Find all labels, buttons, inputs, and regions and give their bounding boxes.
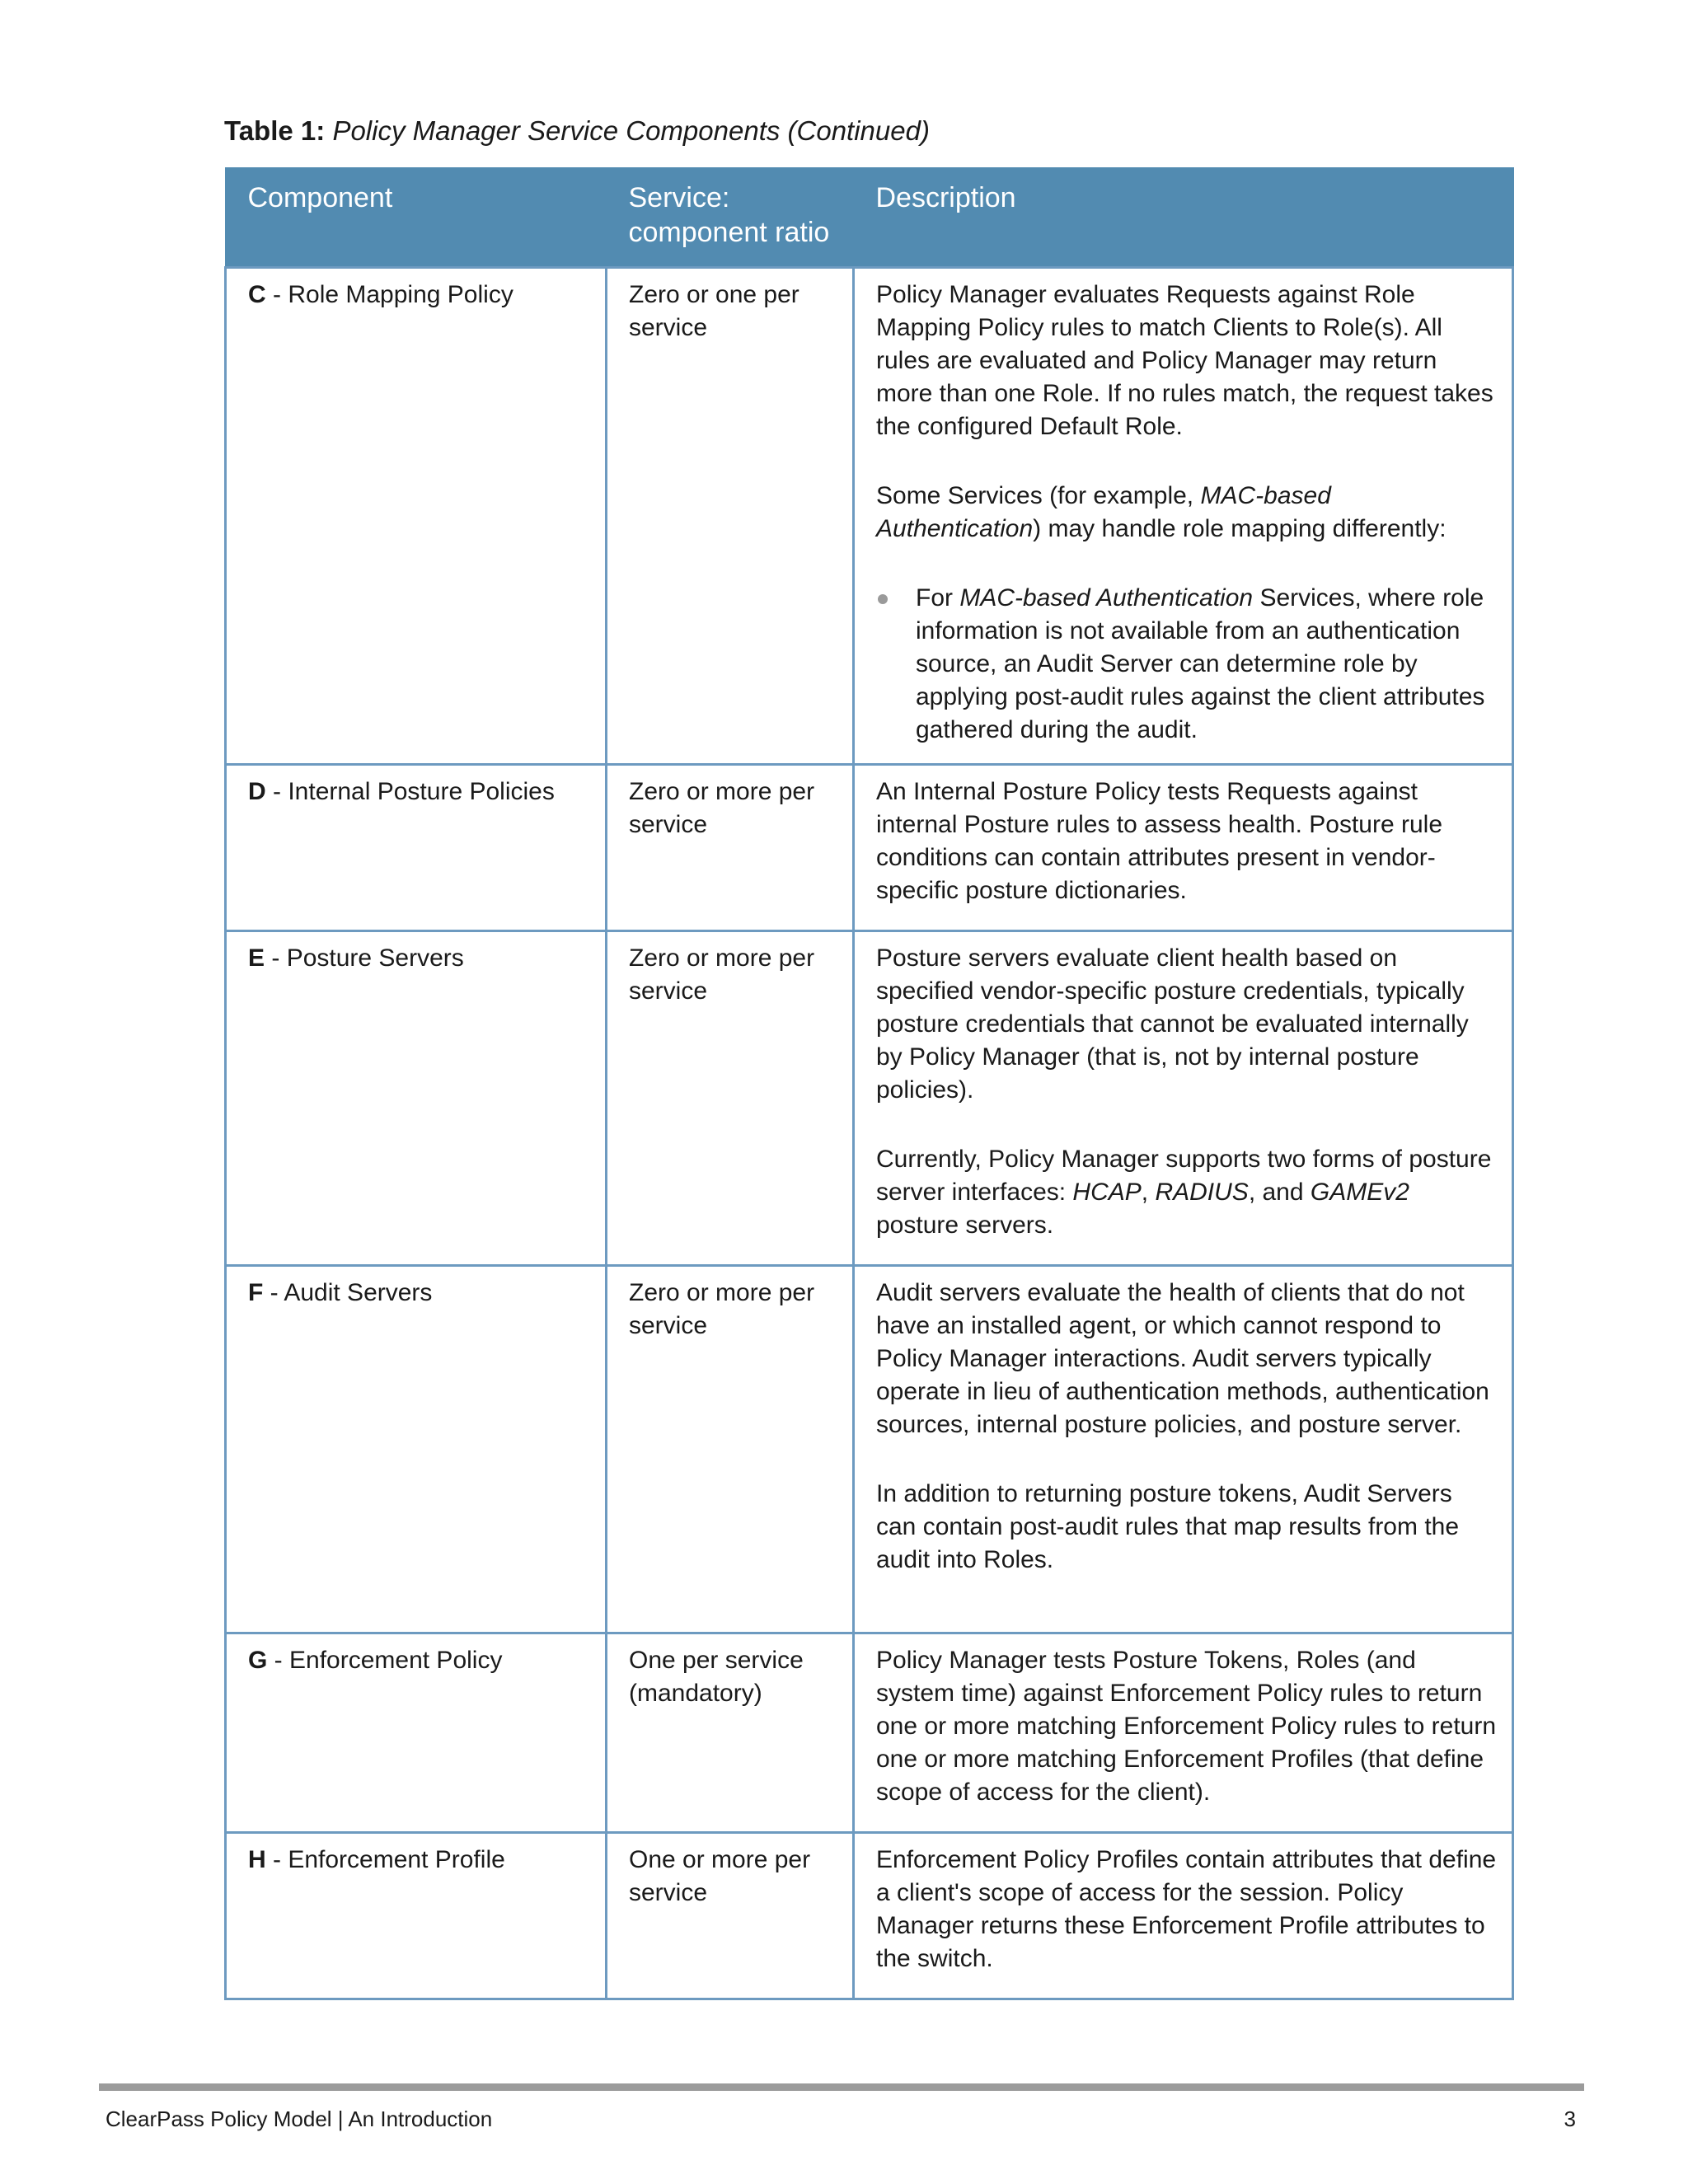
description-paragraph: An Internal Posture Policy tests Requests against internal Posture rules to assess health. Posture rule conditions can contain attributes present in vendor-specific posture dictionaries.: [876, 778, 1443, 904]
emphasis-text: MAC-based Authentication: [876, 482, 1331, 542]
description-cell: [854, 765, 1513, 931]
description-cell: [854, 1633, 1513, 1833]
component-name: Posture Servers: [286, 944, 464, 972]
description-paragraph: [876, 1143, 1498, 1242]
component-separator: -: [267, 1647, 290, 1674]
component-separator: -: [265, 281, 288, 308]
component-letter: H: [248, 1846, 266, 1873]
table-caption-title: Policy Manager Service Components (Continued): [332, 115, 930, 146]
component-cell: [226, 931, 607, 1266]
footer-divider: [99, 2083, 1584, 2091]
ratio-cell: Zero or more per service: [607, 765, 854, 931]
ratio-cell: Zero or more per service: [607, 931, 854, 1266]
components-table: [224, 167, 1514, 2000]
component-name: Role Mapping Policy: [288, 281, 513, 308]
description-cell: [854, 1266, 1513, 1633]
table-row: [226, 268, 1513, 765]
component-cell: [226, 1633, 607, 1833]
component-separator: -: [265, 778, 288, 805]
ratio-cell: Zero or more per service: [607, 1266, 854, 1633]
component-letter: F: [248, 1279, 264, 1306]
component-cell: [226, 268, 607, 765]
bullet-list: [876, 582, 1498, 747]
component-cell: [226, 1266, 607, 1633]
component-separator: -: [263, 1279, 284, 1306]
text-run: ,: [1141, 1179, 1156, 1206]
text-run: , and: [1248, 1179, 1311, 1206]
text-run: posture servers.: [876, 1212, 1054, 1239]
ratio-cell: One or more per service: [607, 1833, 854, 1999]
component-separator: -: [265, 1846, 288, 1873]
table-row: [226, 1633, 1513, 1833]
component-letter: C: [248, 281, 266, 308]
text-run: Currently, Policy Manager supports two forms of posture server interfaces:: [876, 1146, 1492, 1206]
component-letter: D: [248, 778, 266, 805]
emphasis-text: RADIUS: [1155, 1179, 1249, 1206]
table-header-row: [226, 167, 1513, 268]
ratio-cell: One per service (mandatory): [607, 1633, 854, 1833]
component-letter: G: [248, 1647, 268, 1674]
header-description: Description: [854, 167, 1513, 268]
ratio-cell: Zero or one per service: [607, 268, 854, 765]
table-row: [226, 931, 1513, 1266]
header-component: Component: [226, 167, 607, 268]
component-letter: E: [248, 944, 265, 972]
table-row: [226, 1266, 1513, 1633]
description-paragraph: Policy Manager evaluates Requests against Role Mapping Policy rules to match Clients to Role(s). All rules are evaluated and Policy Manager may return more than one Role. If no rules match, the request takes the configured Default Role.: [876, 281, 1493, 440]
description-paragraph: Audit servers evaluate the health of clients that do not have an installed agent, or which cannot respond to Policy Manager interactions. Audit servers typically operate in lieu of authentication methods, authentication sources, internal posture policies, and posture server.: [876, 1279, 1489, 1438]
table-row: [226, 1833, 1513, 1999]
text-run: Services, where role information is not available from an authentication source, an Audit Server can determine role by applying post-audit rules against the client attributes gathered during the audit.: [916, 584, 1485, 743]
component-cell: [226, 765, 607, 931]
table-row: [226, 765, 1513, 931]
description-cell: [854, 1833, 1513, 1999]
text-run: Some Services (for example,: [876, 482, 1201, 509]
table-caption-label: Table 1:: [224, 115, 326, 146]
description-paragraph: Policy Manager tests Posture Tokens, Roles (and system time) against Enforcement Policy rules to return one or more matching Enforcement Policy rules to return one or more matching Enforcement Profiles (that define scope of access for the client).: [876, 1647, 1497, 1806]
component-name: Enforcement Profile: [288, 1846, 505, 1873]
component-name: Internal Posture Policies: [288, 778, 555, 805]
description-paragraph: [876, 480, 1498, 546]
description-cell: [854, 268, 1513, 765]
description-paragraph: In addition to returning posture tokens, Audit Servers can contain post-audit rules that map results from the audit into Roles.: [876, 1480, 1460, 1573]
component-name: Audit Servers: [284, 1279, 433, 1306]
component-name: Enforcement Policy: [289, 1647, 503, 1674]
header-ratio: Service: component ratio: [607, 167, 854, 268]
bullet-item: [876, 582, 1498, 747]
emphasis-text: GAMEv2: [1310, 1179, 1409, 1206]
description-paragraph: Enforcement Policy Profiles contain attributes that define a client's scope of access for the session. Policy Manager returns these Enforcement Profile attributes to the switch.: [876, 1846, 1497, 1972]
text-run: For: [916, 584, 960, 612]
text-run: ) may handle role mapping differently:: [1033, 515, 1447, 542]
description-cell: [854, 931, 1513, 1266]
component-cell: [226, 1833, 607, 1999]
emphasis-text: HCAP: [1072, 1179, 1142, 1206]
description-paragraph: Posture servers evaluate client health based on specified vendor-specific posture credentials, typically posture credentials that cannot be evaluated internally by Policy Manager (that is, not by internal posture policies).: [876, 944, 1469, 1104]
component-separator: -: [265, 944, 287, 972]
footer-title: ClearPass Policy Model | An Introduction: [106, 2107, 493, 2131]
emphasis-text: MAC-based Authentication: [959, 584, 1254, 612]
table-caption: [224, 115, 930, 147]
page-number: 3: [1564, 2107, 1576, 2131]
